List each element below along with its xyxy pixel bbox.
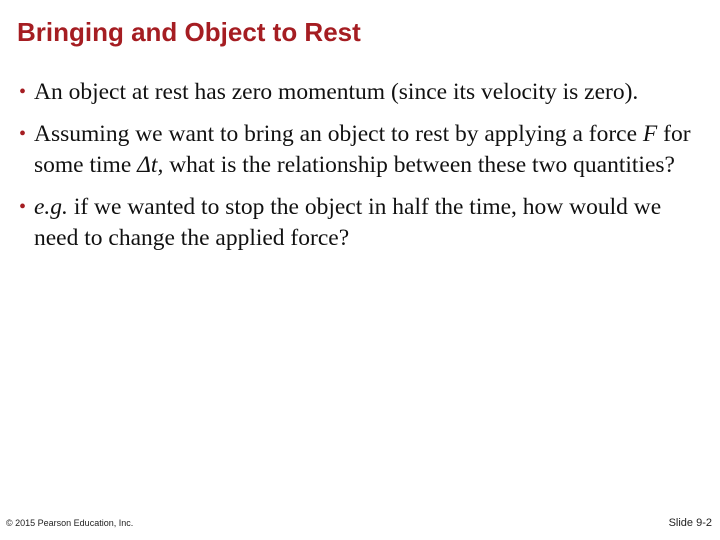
italic-text-run: F — [642, 121, 658, 147]
slide-number: Slide 9-2 — [668, 517, 712, 529]
slide-title: Bringing and Object to Rest — [17, 17, 361, 47]
bullet-marker: • — [19, 81, 27, 103]
copyright-notice: © 2015 Pearson Education, Inc. — [6, 518, 134, 528]
bullet-item — [19, 192, 699, 254]
text-run: Assuming we want to bring an object to rest by applying a force — [34, 121, 643, 147]
text-run: if we wanted to stop the object in half the time, how would we need to change the applied force? — [34, 194, 662, 251]
text-run: what is the relationship between these two quantities? — [163, 152, 675, 178]
bullet-text — [34, 77, 699, 108]
bullet-marker: • — [19, 196, 27, 218]
bullet-item — [19, 119, 699, 181]
italic-text-run: Δt, — [137, 152, 164, 178]
bullet-text — [34, 192, 699, 254]
text-run: for some time — [34, 121, 691, 178]
bullet-item — [19, 77, 699, 108]
bullet-marker: • — [19, 123, 27, 145]
text-run: An object at rest has zero momentum (since its velocity is zero). — [34, 79, 639, 105]
bullet-list — [19, 77, 699, 265]
bullet-text — [34, 119, 699, 181]
italic-text-run: e.g. — [34, 194, 68, 220]
